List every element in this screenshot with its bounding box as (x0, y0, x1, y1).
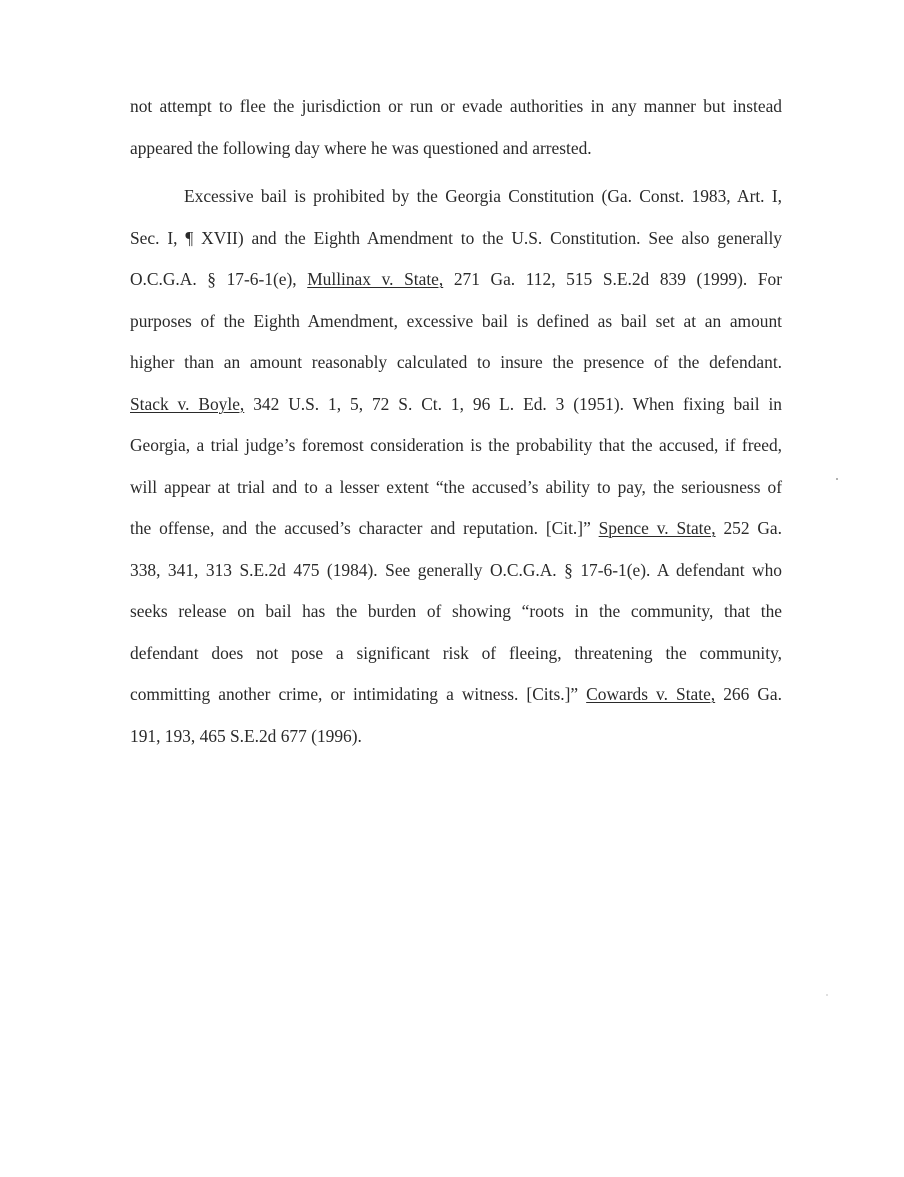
text-line: 191, 193, 465 S.E.2d 677 (1996). (130, 725, 362, 746)
text-line: defendant does not pose a significant risk of fleeing, threatening the community, (130, 642, 782, 663)
text-line (130, 384, 782, 426)
paragraph-spacer (130, 169, 782, 176)
line-text-after: 342 U.S. 1, 5, 72 S. Ct. 1, 96 L. Ed. 3 (1951). When fixing bail in (244, 393, 782, 414)
text-line: Georgia, a trial judge’s foremost consideration is the probability that the accused, if freed, (130, 435, 782, 455)
line-text-before: the offense, and the accused’s character and reputation. [Cit.]” (130, 518, 599, 538)
case-citation-spence: Spence v. State, (598, 518, 716, 538)
text-line: not attempt to flee the jurisdiction or run or evade authorities in any manner but instead (130, 96, 782, 116)
text-line (130, 508, 782, 550)
text-line: appeared the following day where he was questioned and arrested. (130, 137, 592, 158)
case-citation-mullinax: Mullinax v. State, (307, 269, 444, 289)
line-text-after: 271 Ga. 112, 515 S.E.2d 839 (1999). For (443, 269, 782, 289)
document-body (130, 86, 782, 757)
case-citation-cowards: Cowards v. State, (586, 684, 716, 704)
text-line: Sec. I, ¶ XVII) and the Eighth Amendment to the U.S. Constitution. See also generally (130, 227, 782, 248)
text-line: purposes of the Eighth Amendment, excessive bail is defined as bail set at an amount (130, 310, 782, 331)
text-line: higher than an amount reasonably calculated to insure the presence of the defendant. (130, 352, 782, 372)
text-line (130, 674, 782, 716)
scan-speck (826, 994, 828, 996)
line-text-after: 252 Ga. (715, 518, 782, 538)
text-line: 338, 341, 313 S.E.2d 475 (1984). See generally O.C.G.A. § 17-6-1(e). A defendant who (130, 559, 782, 580)
text-line: seeks release on bail has the burden of showing “roots in the community, that the (130, 601, 782, 621)
text-line: will appear at trial and to a lesser extent “the accused’s ability to pay, the seriousness of (130, 476, 782, 497)
case-citation-stack: Stack v. Boyle, (130, 393, 245, 414)
paragraph-continuation (130, 86, 782, 169)
text-line: Excessive bail is prohibited by the Georgia Constitution (Ga. Const. 1983, Art. I, (184, 186, 782, 206)
line-text-after: 266 Ga. (715, 684, 782, 704)
text-line (130, 259, 782, 301)
line-text-before: O.C.G.A. § 17-6-1(e), (130, 269, 308, 289)
line-text-before: committing another crime, or intimidating a witness. [Cits.]” (130, 684, 587, 704)
paragraph-excessive-bail (130, 176, 782, 757)
scan-speck (836, 478, 838, 480)
